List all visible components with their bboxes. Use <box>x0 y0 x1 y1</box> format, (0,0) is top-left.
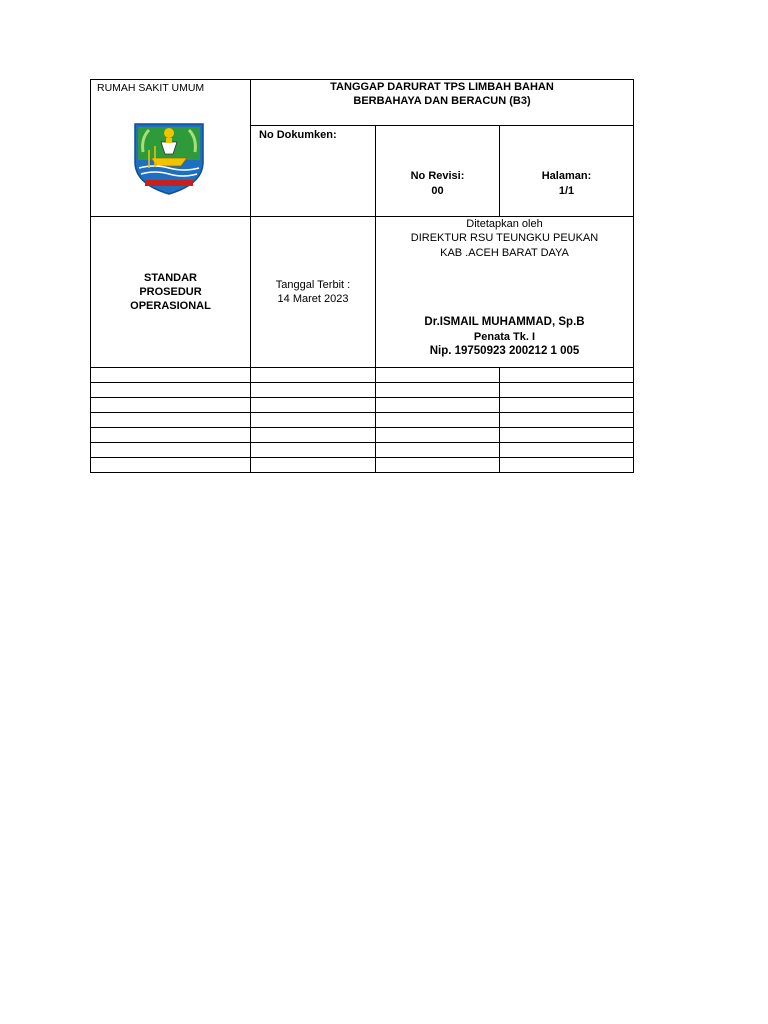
signer-nip: Nip. 19750923 200212 1 005 <box>429 345 580 358</box>
revision-value: 00 <box>431 184 444 197</box>
sop-label-line1: STANDAR <box>144 271 197 284</box>
blank-row <box>91 428 634 443</box>
blank-row <box>91 413 634 428</box>
approval-director-line2: KAB .ACEH BARAT DAYA <box>440 246 569 259</box>
blank-row <box>91 368 634 383</box>
document-number-label: No Dokumken: <box>259 129 337 141</box>
sop-label-line3: OPERASIONAL <box>130 300 211 313</box>
organization-name: RUMAH SAKIT UMUM <box>97 82 205 94</box>
approval-cell <box>376 217 634 368</box>
page-label: Halaman: <box>541 170 592 182</box>
sop-label-line2: PROSEDUR <box>139 285 202 298</box>
issue-date-cell <box>251 217 376 368</box>
document-title <box>251 80 634 126</box>
blank-row <box>91 383 634 398</box>
organization-cell <box>91 80 251 217</box>
regency-emblem-icon <box>129 120 209 199</box>
signer-name: Dr.ISMAIL MUHAMMAD, Sp.B <box>424 315 585 328</box>
approval-director-line1: DIREKTUR RSU TEUNGKU PEUKAN <box>410 232 599 245</box>
approval-set-by: Ditetapkan oleh <box>466 218 543 230</box>
issue-date-label: Tanggal Terbit : <box>275 278 351 291</box>
document-number-cell <box>251 126 376 217</box>
signer-rank: Penata Tk. I <box>473 330 536 343</box>
revision-cell <box>376 126 500 217</box>
blank-row <box>91 443 634 458</box>
page-value: 1/1 <box>558 184 575 197</box>
sop-header-table <box>90 79 634 473</box>
sop-label-cell <box>91 217 251 368</box>
issue-date-value: 14 Maret 2023 <box>277 293 349 305</box>
document-title-line2: BERBAHAYA DAN BERACUN (B3) <box>353 95 531 108</box>
document-title-line1: TANGGAP DARURAT TPS LIMBAH BAHAN <box>330 81 554 93</box>
page-cell <box>500 126 634 217</box>
blank-row <box>91 398 634 413</box>
revision-label: No Revisi: <box>410 170 465 182</box>
blank-row <box>91 458 634 473</box>
